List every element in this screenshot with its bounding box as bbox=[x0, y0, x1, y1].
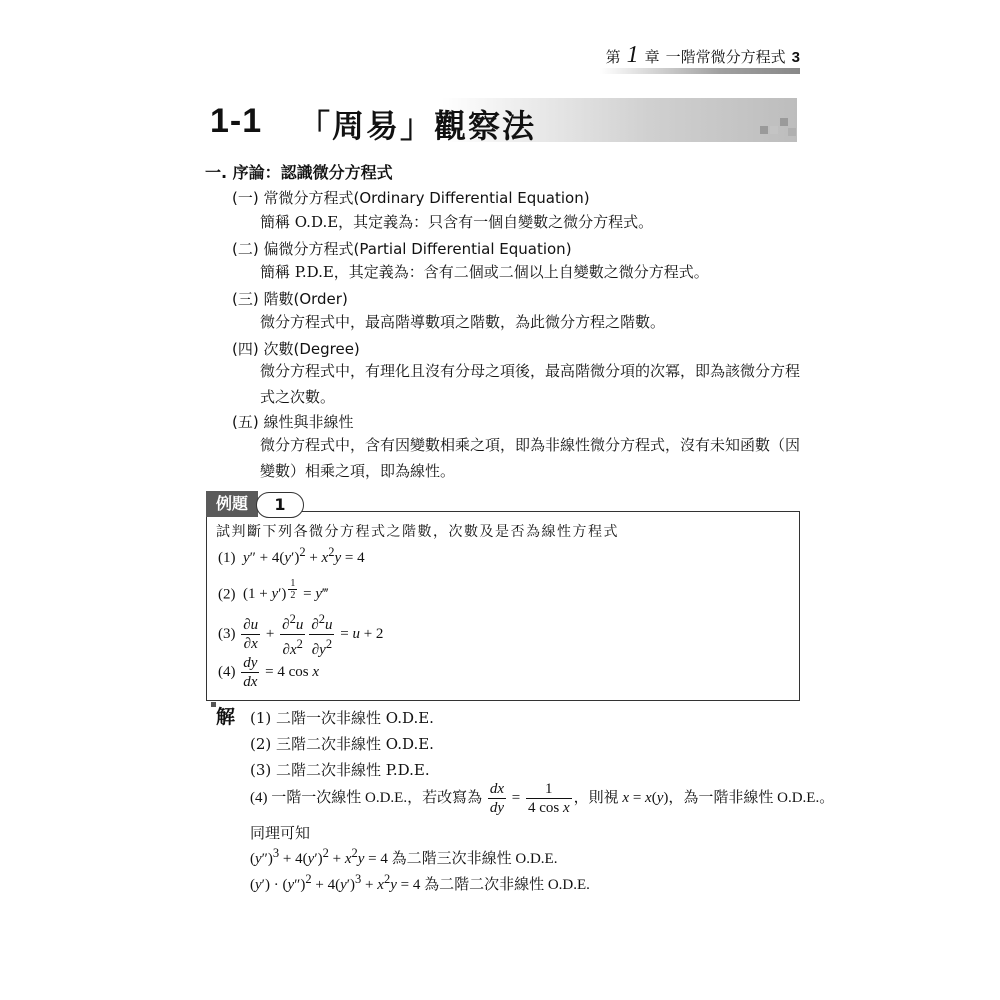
running-header-text bbox=[600, 42, 800, 68]
example-problem bbox=[218, 654, 319, 691]
chapter-number: 1 bbox=[626, 42, 639, 68]
decoration-square bbox=[780, 118, 788, 126]
problem-equation: $\frac{dy}{dx}$ = 4 cos x bbox=[243, 655, 320, 690]
solution-answer: (4) 一階一次線性 O.D.E.，若改寫為 $\frac{dx}{dy}$ = $\frac{1}{\text{4 cos x}}$ ，則視 x = x(y)，為一階非線性 O.D.E.。 bbox=[250, 781, 835, 816]
solution-similarly: 同理可知 bbox=[250, 824, 311, 842]
example-problem bbox=[218, 578, 328, 603]
solution-answer: (2) 三階二次非線性 O.D.E. bbox=[250, 735, 434, 753]
chapter-suffix: 章 bbox=[644, 48, 660, 66]
chapter-title: 一階常微分方程式 bbox=[665, 48, 786, 66]
problem-number: (3) bbox=[218, 625, 236, 642]
solution-answer: (1) 二階一次非線性 O.D.E. bbox=[250, 709, 434, 727]
example-instruction: 試判斷下列各微分方程式之階數，次數及是否為線性方程式 bbox=[216, 524, 619, 540]
decoration-square bbox=[770, 126, 778, 134]
solution-derived-line: $(y'')^3 + 4(y')^2 + x^2y = 4$ 為二階三次非線性 O.D.E. bbox=[250, 846, 558, 867]
page-number: 3 bbox=[791, 49, 800, 66]
outline-heading: 一. 序論：認識微分方程式 bbox=[205, 163, 393, 182]
decoration-square bbox=[760, 126, 768, 134]
outline-item-body: 微分方程式中，有理化且沒有分母之項後，最高階微分項的次冪，即為該微分方程式之次數。 bbox=[260, 362, 801, 406]
outline-item-body: 微分方程式中，最高階導數項之階數，為此微分方程之階數。 bbox=[260, 313, 666, 331]
outline-item-body: 簡稱 O.D.E，其定義為：只含有一個自變數之微分方程式。 bbox=[260, 213, 654, 231]
example-label: 例題 bbox=[206, 491, 258, 517]
example-problem bbox=[218, 545, 365, 567]
chapter-prefix: 第 bbox=[605, 48, 621, 66]
derived-line-suffix: 為二階三次非線性 O.D.E. bbox=[391, 851, 558, 867]
example-problem bbox=[218, 610, 383, 659]
section-number: 1-1 bbox=[210, 102, 263, 140]
outline-item-body: 微分方程式中，含有因變數相乘之項，即為非線性微分方程式，沒有未知函數（因變數）相乘之項，即為線性。 bbox=[260, 436, 801, 480]
solution-answer: (3) 二階二次非線性 P.D.E. bbox=[250, 761, 430, 779]
problem-equation: $y'' + 4(y')^2 + x^2y = 4$ bbox=[243, 545, 365, 566]
problem-number: (4) bbox=[218, 663, 236, 680]
problem-number: (2) bbox=[218, 586, 236, 603]
answer4-suffix: ，為一階非線性 O.D.E.。 bbox=[668, 789, 835, 806]
outline-item-title: (一) 常微分方程式(Ordinary Differential Equation) bbox=[232, 189, 590, 207]
solution-derived-line: $(y') \cdot (y'')^2 + 4(y')^3 + x^2y = 4$ 為二階二次非線性 O.D.E. bbox=[250, 872, 590, 893]
header-rule bbox=[600, 68, 800, 74]
outline-item-title: (五) 線性與非線性 bbox=[232, 413, 354, 431]
problem-equation: (1 + y′) $^{\frac{1}{2}}$ = y‴ bbox=[239, 578, 329, 603]
problem-equation: $\frac{\partial u}{\partial x}$ + $\frac{\partial^2u}{\partial x^2}$ $\frac{\partial^2u}{\partial y^2}$ = u + 2 bbox=[243, 612, 384, 658]
running-header bbox=[560, 42, 800, 70]
solution-label: 解 bbox=[216, 706, 236, 728]
answer4-middle: ，則視 bbox=[573, 789, 619, 806]
decoration-square bbox=[788, 128, 796, 136]
answer4-prefix: (4) 一階一次線性 O.D.E.，若改寫為 bbox=[250, 789, 483, 806]
outline-item-title: (三) 階數(Order) bbox=[232, 290, 348, 308]
outline-item-title: (四) 次數(Degree) bbox=[232, 340, 360, 358]
outline-item-title: (二) 偏微分方程式(Partial Differential Equation) bbox=[232, 240, 572, 258]
example-number: 1 bbox=[256, 492, 304, 518]
problem-number: (1) bbox=[218, 550, 236, 566]
derived-line-suffix: 為二階二次非線性 O.D.E. bbox=[424, 877, 590, 893]
outline-item-body: 簡稱 P.D.E，其定義為：含有二個或二個以上自變數之微分方程式。 bbox=[260, 263, 709, 281]
section-title: 「周易」觀察法 bbox=[298, 107, 537, 145]
